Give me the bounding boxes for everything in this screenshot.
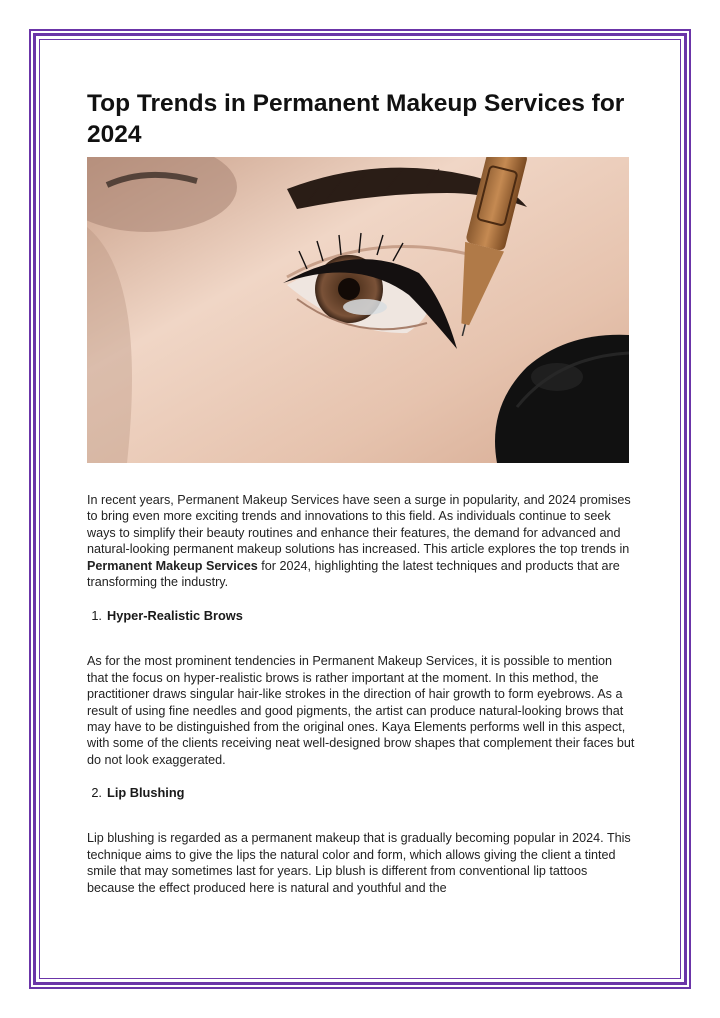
intro-text-2: for 2024, highlighting the latest techniques and products that are transforming the industry.	[87, 558, 620, 590]
section-heading-2	[87, 785, 635, 800]
intro-keyword: Permanent Makeup Services	[87, 558, 258, 573]
article-title: Top Trends in Permanent Makeup Services for 2024	[87, 90, 625, 148]
section-number-2: 2.	[91, 785, 102, 801]
section-number-1: 1.	[91, 608, 102, 624]
section-heading-1	[87, 608, 635, 623]
intro-paragraph	[87, 492, 635, 590]
section-paragraph-1: As for the most prominent tendencies in Permanent Makeup Services, it is possible to mention that the focus on hyper-realistic brows is rather important at the moment. In this method, the practitioner draws singular hair-like strokes in the direction of hair growth to form eyebrows. As a result of using fine needles and good pigments, the artist can produce natural-looking brows that may have to be distinguished from the original ones. Kaya Elements performs well in this aspect, with some of the clients receiving neat well-designed brow shapes that complement their faces but do not look exaggerated.	[87, 654, 635, 767]
intro-text-1: In recent years, Permanent Makeup Services have seen a surge in popularity, and 2024 promises to bring even more exciting trends and innovations to this field. As individuals continue to seek ways to simplify their beauty routines and enhance their features, the demand for advanced and natural-looking permanent makeup solutions has increased. This article explores the top trends in	[87, 493, 631, 557]
section-title-2: Lip Blushing	[107, 785, 185, 801]
section-paragraph-2: Lip blushing is regarded as a permanent makeup that is gradually becoming popular in 2024. This technique aims to give the lips the natural color and form, which allows giving the client a tinted smile that may sometimes last for years. Lip blush is different from conventional lip tattoos because the effect produced here is natural and youthful and the	[87, 831, 631, 895]
hero-image-eyebrow-tattoo	[87, 157, 629, 463]
article	[87, 88, 635, 896]
section-title-1: Hyper-Realistic Brows	[107, 608, 243, 624]
